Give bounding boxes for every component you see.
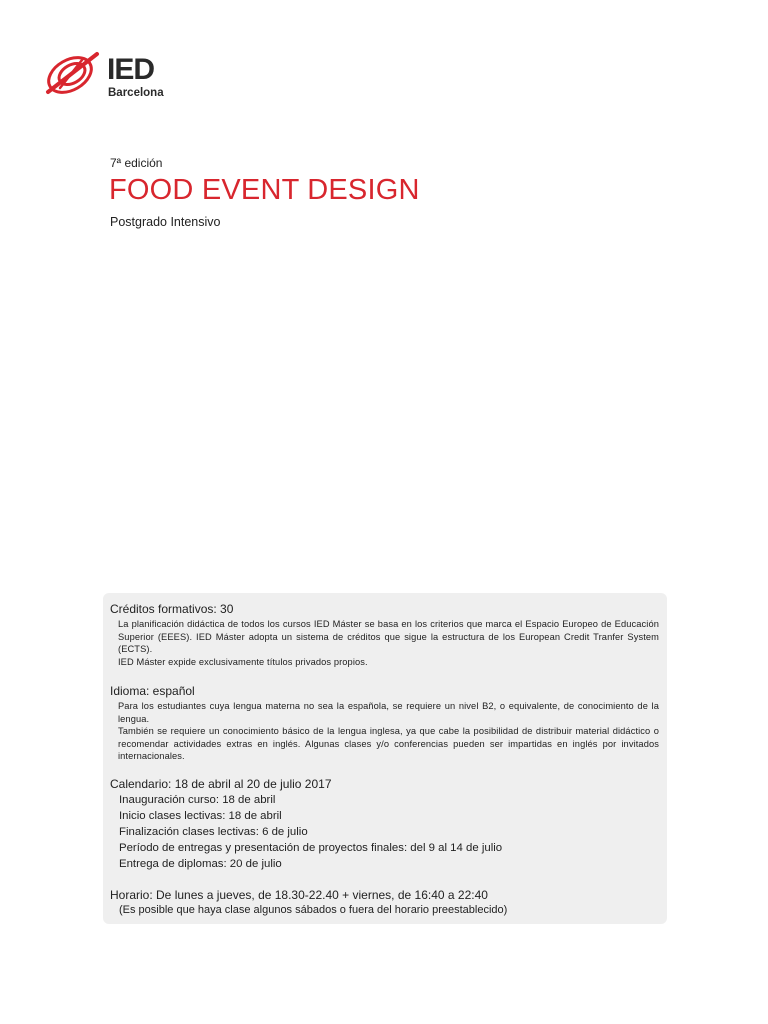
calendar-item: Inauguración curso: 18 de abril (119, 794, 276, 806)
creditos-heading: Créditos formativos: 30 (110, 602, 234, 616)
idioma-paragraph: Para los estudiantes cuya lengua materna no sea la española, se requiere un nivel B2, o equivalente, de conocimiento de la lengua. (118, 701, 659, 724)
ied-swirl-logo-icon (42, 50, 104, 96)
calendar-item: Entrega de diplomas: 20 de julio (119, 858, 282, 870)
ied-logo (42, 50, 172, 106)
creditos-paragraph: La planificación didáctica de todos los cursos IED Máster se basa en los criterios que marca el Espacio Europeo de Educación Superior (EEES). IED Máster adopta un sistema de créditos que sigue la estructura de los European Credit Tranfer System (ECTS). (118, 619, 659, 654)
edition-label: 7ª edición (110, 156, 163, 170)
logo-city: Barcelona (108, 87, 164, 99)
logo-brand: IED (107, 53, 155, 86)
calendar-item: Período de entregas y presentación de proyectos finales: del 9 al 14 de julio (119, 842, 503, 854)
calendar-item: Finalización clases lectivas: 6 de julio (119, 826, 308, 838)
idioma-text (118, 700, 659, 763)
page-subtitle: Postgrado Intensivo (110, 215, 221, 229)
creditos-paragraph-titles: IED Máster expide exclusivamente títulos privados propios. (118, 656, 368, 667)
page-title: FOOD EVENT DESIGN (109, 174, 420, 206)
idioma-heading: Idioma: español (110, 684, 195, 698)
calendario-heading: Calendario: 18 de abril al 20 de julio 2017 (110, 777, 332, 791)
creditos-text (118, 618, 659, 668)
idioma-paragraph-english: También se requiere un conocimiento básico de la lengua inglesa, ya que cabe la posibilidad de distribuir material didáctico o recomendar actividades extras en inglés. Algunas clases y/o conferencias pueden ser impartidas en inglés por invitados internacionales. (118, 726, 659, 761)
calendar-item: Inicio clases lectivas: 18 de abril (119, 810, 282, 822)
horario-note: (Es posible que haya clase algunos sábados o fuera del horario preestablecido) (119, 904, 508, 916)
horario-heading: Horario: De lunes a jueves, de 18.30-22.40 + viernes, de 16:40 a 22:40 (110, 888, 488, 902)
